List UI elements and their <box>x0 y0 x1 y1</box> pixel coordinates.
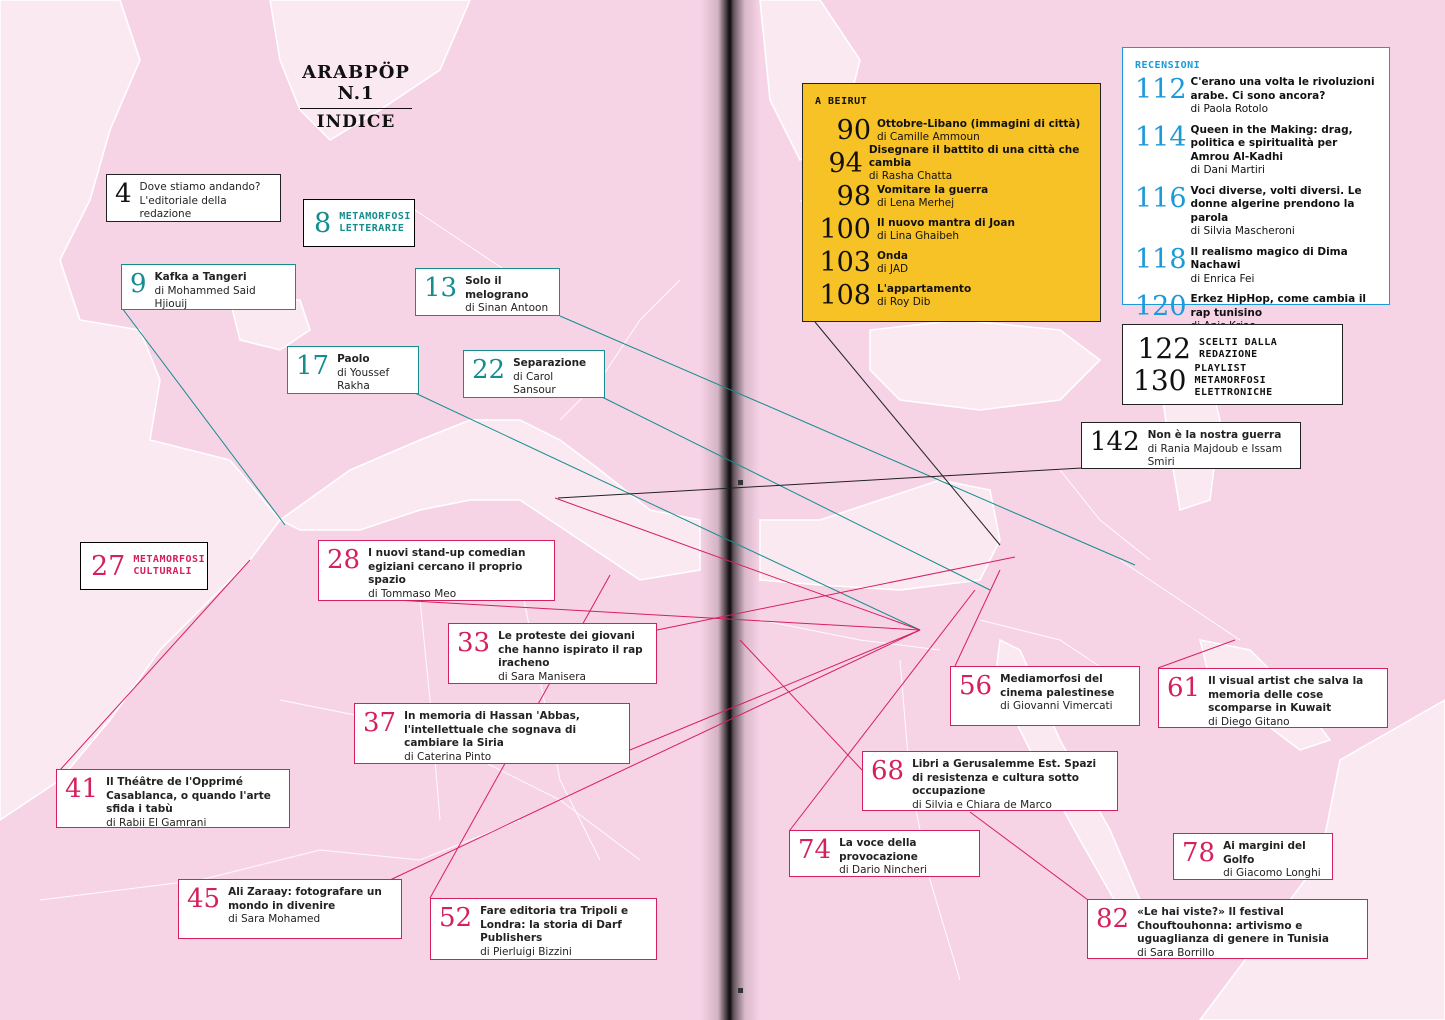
index-title: INDICE <box>316 112 396 132</box>
entry-title: Dove stiamo andando? <box>139 181 261 193</box>
page-number: 120 <box>1135 291 1187 322</box>
entry-author: di Dani Martiri <box>1190 164 1265 176</box>
entry-author: di Sara Borrillo <box>1137 946 1215 959</box>
page-number: 52 <box>439 903 473 933</box>
entry-title: Disegnare il battito di una città che cambia <box>868 144 1080 169</box>
page-number: 4 <box>115 179 132 209</box>
entry-author: di Lina Ghaibeh <box>877 229 960 242</box>
entry-title: Il realismo magico di Dima Nachawi <box>1190 245 1348 271</box>
page-number: 41 <box>65 774 99 804</box>
entry-title: Non è la nostra guerra <box>1147 429 1282 441</box>
entry-author: di Dario Nincheri <box>839 864 928 876</box>
masthead <box>300 62 412 132</box>
toc-entry-142[interactable] <box>1081 422 1301 469</box>
connector-33 <box>657 557 1015 630</box>
connector-61 <box>1158 640 1235 668</box>
recensione-item[interactable] <box>1135 121 1379 178</box>
entry-title: Mediamorfosi del cinema palestinese <box>1000 673 1115 699</box>
entry-title: Separazione <box>513 357 587 369</box>
toc-entry-28[interactable] <box>318 540 555 601</box>
toc-entry-22[interactable] <box>463 350 605 398</box>
section-line2: LETTERARIE <box>339 223 405 234</box>
beirut-heading: A BEIRUT <box>815 96 868 107</box>
entry-title: Ottobre-Libano (immagini di città) <box>877 117 1081 130</box>
staple-mark <box>738 988 743 993</box>
entry-author: di Roy Dib <box>877 295 931 308</box>
page-number: 114 <box>1135 121 1187 153</box>
entry-author: di Sara Manisera <box>498 670 586 683</box>
toc-entry-9[interactable] <box>121 264 296 310</box>
entry-title: «Le hai viste?» Il festival Chouftouhonna: artivismo e uguaglianza di genere in Tunisia <box>1137 906 1329 945</box>
toc-entry-78[interactable] <box>1173 833 1333 880</box>
toc-entry-33[interactable] <box>448 623 657 684</box>
beirut-item[interactable] <box>815 180 1088 213</box>
entry-author: di Sinan Antoon <box>465 302 549 314</box>
scelti-playlist-box <box>1122 324 1343 405</box>
section-line1: PLAYLIST <box>1194 363 1247 374</box>
recensione-item[interactable] <box>1135 76 1379 117</box>
entry-author: di Giacomo Longhi <box>1223 867 1321 879</box>
entry-author: di Pierluigi Bizzini <box>480 945 572 958</box>
page-number: 13 <box>424 273 458 303</box>
section-line1: SCELTI DALLA <box>1199 337 1278 348</box>
entry-author: di Caterina Pinto <box>404 750 492 763</box>
toc-entry-13[interactable] <box>415 268 560 316</box>
entry-author: di Carol Sansour <box>513 370 556 396</box>
toc-entry-37[interactable] <box>354 703 630 764</box>
page-number: 122 <box>1137 332 1191 365</box>
page-number: 118 <box>1135 243 1187 275</box>
page-number: 37 <box>363 708 397 738</box>
entry-title: Kafka a Tangeri <box>154 271 247 283</box>
recensione-item[interactable] <box>1135 182 1379 239</box>
entry-author: di Silvia Mascheroni <box>1190 225 1295 237</box>
entry-title: I nuovi stand-up comedian egiziani cercano il proprio spazio <box>368 547 526 586</box>
page-number: 130 <box>1133 364 1187 397</box>
section-metamorfosi-letterarie[interactable] <box>303 199 415 247</box>
entry-title: In memoria di Hassan 'Abbas, l'intellettuale che sognava di cambiare la Siria <box>404 710 580 749</box>
toc-entry-4[interactable] <box>106 174 281 222</box>
section-line1: METAMORFOSI <box>133 554 206 565</box>
entry-title: La voce della provocazione <box>839 837 918 863</box>
page-number: 68 <box>871 756 905 786</box>
entry-author: di JAD <box>877 262 909 275</box>
entry-title: Le proteste dei giovani che hanno ispirato il rap iracheno <box>498 630 643 669</box>
page-number: 74 <box>798 835 832 865</box>
entry-title: Erkez HipHop, come cambia il rap tunisino <box>1190 293 1367 319</box>
page-number: 33 <box>457 628 491 658</box>
toc-entry-52[interactable] <box>430 898 657 960</box>
entry-author: di Lena Merhej <box>877 196 955 209</box>
entry-title: C'erano una volta le rivoluzioni arabe. Ci sono ancora? <box>1190 76 1375 102</box>
entry-author: di Giovanni Vimercati <box>1000 700 1113 712</box>
entry-author: di Youssef Rakha <box>337 366 390 392</box>
beirut-item[interactable] <box>815 279 1088 312</box>
toc-entry-61[interactable] <box>1158 668 1388 728</box>
entry-title: Queen in the Making: drag, politica e spiritualità per Amrou Al-Kadhi <box>1190 123 1353 163</box>
page-number: 8 <box>314 207 332 239</box>
page-number: 17 <box>296 351 330 381</box>
beirut-item[interactable] <box>815 246 1088 279</box>
recensioni-section <box>1122 47 1390 322</box>
page-number: 9 <box>130 269 147 299</box>
entry-title: Il Théâtre de l'Opprimé Casablanca, o quando l'arte sfida i tabù <box>106 776 271 815</box>
toc-entry-56[interactable] <box>950 666 1140 726</box>
section-line2: METAMORFOSI ELETTRONICHE <box>1194 375 1273 398</box>
entry-author: di Enrica Fei <box>1190 272 1255 285</box>
entry-title: Solo il melograno <box>465 275 529 301</box>
beirut-item[interactable] <box>815 144 1088 182</box>
toc-entry-17[interactable] <box>287 346 419 394</box>
page-number: 108 <box>819 280 871 311</box>
page-number: 28 <box>327 545 361 575</box>
toc-entry-41[interactable] <box>56 769 290 828</box>
entry-author: di Silvia e Chiara de Marco <box>912 798 1052 811</box>
section-line2: REDAZIONE <box>1199 349 1258 360</box>
entry-title: Libri a Gerusalemme Est. Spazi di resistenza e cultura sotto occupazione <box>912 758 1097 797</box>
connector-13 <box>560 316 1135 565</box>
connector-142 <box>558 468 1082 498</box>
entry-author: di Rasha Chatta <box>868 170 953 182</box>
page-number: 27 <box>91 550 126 582</box>
page-number: 116 <box>1135 182 1187 214</box>
entry-title: Il visual artist che salva la memoria delle cose scomparse in Kuwait <box>1208 675 1364 714</box>
staple-mark <box>738 480 743 485</box>
beirut-item[interactable] <box>815 114 1088 147</box>
entry-author: L'editoriale della redazione <box>139 194 227 220</box>
connector-28 <box>555 498 920 630</box>
connector-82 <box>970 812 1088 900</box>
entry-title: Vomitare la guerra <box>877 183 989 196</box>
entry-title: L'appartamento <box>877 282 972 295</box>
entry-author: di Mohammed Said Hjiouij <box>154 284 256 310</box>
playlist-item[interactable] <box>1133 365 1332 397</box>
toc-entry-68[interactable] <box>862 751 1118 811</box>
entry-title: Ai margini del Golfo <box>1223 840 1306 866</box>
entry-author: di Paola Rotolo <box>1190 103 1269 115</box>
connector-beirut <box>815 322 1000 545</box>
connector-37 <box>630 630 920 750</box>
toc-entry-45[interactable] <box>178 879 402 939</box>
entry-title: Paolo <box>337 353 370 365</box>
entry-title: Ali Zaraay: fotografare un mondo in divenire <box>228 886 382 912</box>
page-number: 78 <box>1182 838 1216 868</box>
entry-author: di Camille Ammoun <box>877 130 980 143</box>
beirut-item[interactable] <box>815 213 1088 246</box>
page-number: 142 <box>1090 427 1140 457</box>
entry-title: Fare editoria tra Tripoli e Londra: la storia di Darf Publishers <box>480 905 629 944</box>
page-number: 82 <box>1096 904 1130 934</box>
entry-author: di Rania Majdoub e Issam Smiri <box>1147 442 1283 468</box>
entry-author: di Tommaso Meo <box>368 587 457 600</box>
page-number: 98 <box>836 181 871 212</box>
toc-entry-74[interactable] <box>789 830 980 877</box>
page-number: 90 <box>836 115 871 146</box>
entry-author: di Diego Gitano <box>1208 715 1290 728</box>
section-metamorfosi-culturali[interactable] <box>80 542 208 590</box>
section-line2: CULTURALI <box>133 566 193 577</box>
connector-22 <box>600 396 990 590</box>
page-number: 94 <box>828 148 863 179</box>
connector-68 <box>740 640 862 770</box>
entry-title: Voci diverse, volti diversi. Le donne algerine prendono la parola <box>1190 184 1362 224</box>
entry-title: Onda <box>877 249 909 262</box>
magazine-title: ARABPÖP N.1 <box>300 62 412 109</box>
toc-entry-82[interactable] <box>1087 899 1368 959</box>
page-number: 103 <box>819 247 871 278</box>
recensione-item[interactable] <box>1135 243 1379 287</box>
entry-title: Il nuovo mantra di Joan <box>877 216 1015 229</box>
page-number: 56 <box>959 671 993 701</box>
recensioni-heading: RECENSIONI <box>1135 60 1201 71</box>
entry-author: di Rabii El Gamrani <box>106 816 207 829</box>
page-number: 100 <box>819 214 871 245</box>
page-number: 45 <box>187 884 221 914</box>
entry-author: di Sara Mohamed <box>228 913 321 925</box>
page-number: 61 <box>1167 673 1201 703</box>
page-number: 22 <box>472 355 506 385</box>
connector-9 <box>122 308 285 525</box>
section-line1: METAMORFOSI <box>339 211 411 222</box>
beirut-section <box>802 83 1101 322</box>
connector-56 <box>955 570 1000 666</box>
connector-41 <box>60 560 250 770</box>
scelti-item[interactable] <box>1133 333 1332 365</box>
page-number: 112 <box>1135 74 1187 105</box>
